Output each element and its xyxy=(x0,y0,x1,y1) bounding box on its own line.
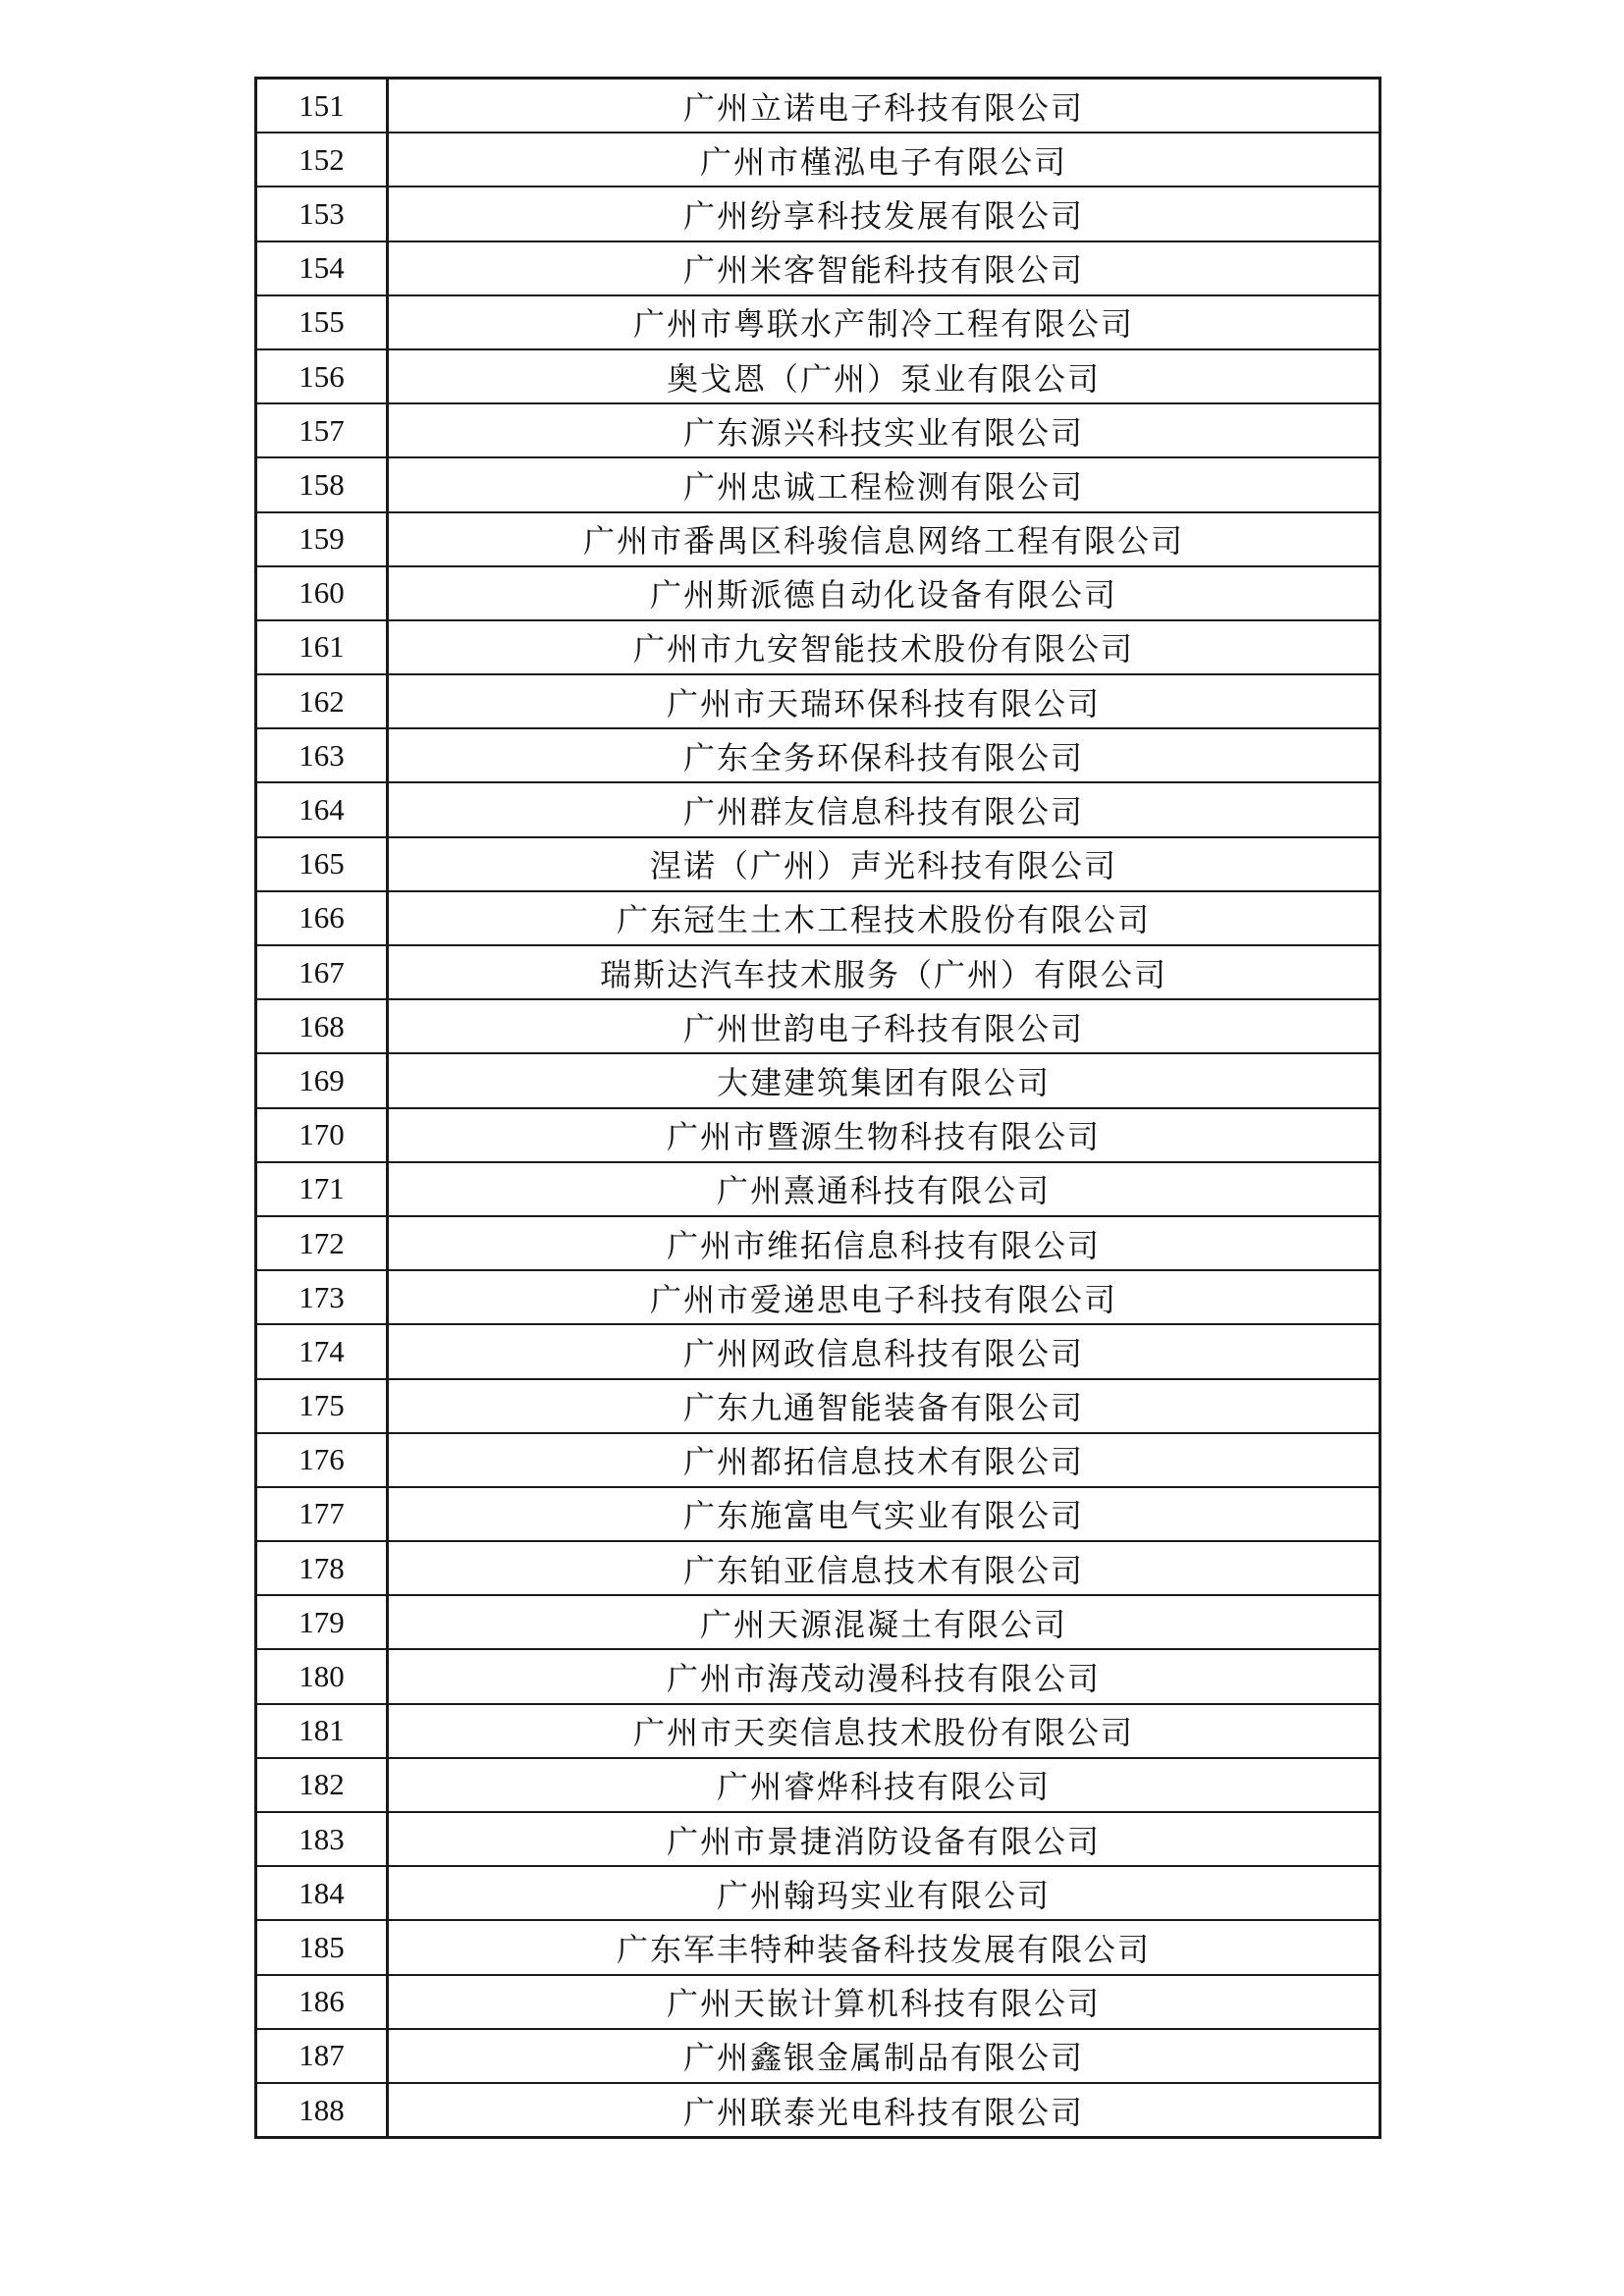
row-number-cell: 176 xyxy=(256,1433,388,1487)
company-name-cell: 广州市维拓信息科技有限公司 xyxy=(388,1216,1380,1270)
row-number-cell: 165 xyxy=(256,837,388,891)
row-number-cell: 163 xyxy=(256,728,388,782)
row-number-cell: 180 xyxy=(256,1649,388,1703)
company-name-cell: 广州世韵电子科技有限公司 xyxy=(388,999,1380,1053)
row-number-cell: 181 xyxy=(256,1704,388,1758)
table-row xyxy=(256,674,1380,728)
company-name-cell: 广州市爱递思电子科技有限公司 xyxy=(388,1270,1380,1324)
table-row xyxy=(256,728,1380,782)
table-body xyxy=(256,79,1380,2138)
table-row xyxy=(256,79,1380,133)
row-number-cell: 185 xyxy=(256,1920,388,1974)
row-number-cell: 169 xyxy=(256,1053,388,1107)
company-name-cell: 广州米客智能科技有限公司 xyxy=(388,241,1380,295)
row-number-cell: 155 xyxy=(256,295,388,349)
company-name-cell: 广州鑫银金属制品有限公司 xyxy=(388,2029,1380,2083)
table-row xyxy=(256,999,1380,1053)
row-number-cell: 157 xyxy=(256,403,388,457)
company-name-cell: 广东九通智能装备有限公司 xyxy=(388,1379,1380,1433)
table-row xyxy=(256,133,1380,187)
row-number-cell: 156 xyxy=(256,349,388,403)
row-number-cell: 161 xyxy=(256,620,388,674)
row-number-cell: 183 xyxy=(256,1812,388,1866)
company-list-table xyxy=(254,77,1381,2139)
company-name-cell: 广州市天瑞环保科技有限公司 xyxy=(388,674,1380,728)
table-row xyxy=(256,1216,1380,1270)
row-number-cell: 172 xyxy=(256,1216,388,1270)
table-row xyxy=(256,1866,1380,1920)
table-row xyxy=(256,457,1380,511)
table-row xyxy=(256,403,1380,457)
row-number-cell: 186 xyxy=(256,1975,388,2029)
company-name-cell: 广州市天奕信息技术股份有限公司 xyxy=(388,1704,1380,1758)
company-name-cell: 奥戈恩（广州）泵业有限公司 xyxy=(388,349,1380,403)
row-number-cell: 174 xyxy=(256,1324,388,1378)
table-row xyxy=(256,1379,1380,1433)
table-row xyxy=(256,782,1380,836)
row-number-cell: 153 xyxy=(256,187,388,240)
table-row xyxy=(256,1704,1380,1758)
company-name-cell: 广东铂亚信息技术有限公司 xyxy=(388,1541,1380,1595)
company-name-cell: 广州市九安智能技术股份有限公司 xyxy=(388,620,1380,674)
company-name-cell: 广东全务环保科技有限公司 xyxy=(388,728,1380,782)
company-name-cell: 广州睿烨科技有限公司 xyxy=(388,1758,1380,1812)
company-name-cell: 广州天源混凝土有限公司 xyxy=(388,1595,1380,1649)
table-row xyxy=(256,512,1380,566)
company-name-cell: 广州忠诚工程检测有限公司 xyxy=(388,457,1380,511)
table-row xyxy=(256,295,1380,349)
company-name-cell: 广州市景捷消防设备有限公司 xyxy=(388,1812,1380,1866)
table-row xyxy=(256,1433,1380,1487)
company-name-cell: 广州纷享科技发展有限公司 xyxy=(388,187,1380,240)
company-name-cell: 广州网政信息科技有限公司 xyxy=(388,1324,1380,1378)
table-row xyxy=(256,241,1380,295)
table-row xyxy=(256,945,1380,999)
row-number-cell: 184 xyxy=(256,1866,388,1920)
table-row xyxy=(256,1324,1380,1378)
company-name-cell: 广东施富电气实业有限公司 xyxy=(388,1487,1380,1541)
table-row xyxy=(256,1595,1380,1649)
table-row xyxy=(256,2083,1380,2138)
row-number-cell: 159 xyxy=(256,512,388,566)
table-row xyxy=(256,891,1380,945)
company-name-cell: 广州市番禺区科骏信息网络工程有限公司 xyxy=(388,512,1380,566)
company-name-cell: 广州市海茂动漫科技有限公司 xyxy=(388,1649,1380,1703)
row-number-cell: 173 xyxy=(256,1270,388,1324)
company-name-cell: 广东冠生土木工程技术股份有限公司 xyxy=(388,891,1380,945)
table-row xyxy=(256,1053,1380,1107)
table-row xyxy=(256,1975,1380,2029)
company-name-cell: 广州联泰光电科技有限公司 xyxy=(388,2083,1380,2138)
row-number-cell: 178 xyxy=(256,1541,388,1595)
company-name-cell: 涅诺（广州）声光科技有限公司 xyxy=(388,837,1380,891)
table-row xyxy=(256,1487,1380,1541)
row-number-cell: 164 xyxy=(256,782,388,836)
company-name-cell: 广东军丰特种装备科技发展有限公司 xyxy=(388,1920,1380,1974)
company-name-cell: 广州都拓信息技术有限公司 xyxy=(388,1433,1380,1487)
table-row xyxy=(256,620,1380,674)
row-number-cell: 188 xyxy=(256,2083,388,2138)
table-row xyxy=(256,1812,1380,1866)
row-number-cell: 187 xyxy=(256,2029,388,2083)
row-number-cell: 175 xyxy=(256,1379,388,1433)
company-name-cell: 大建建筑集团有限公司 xyxy=(388,1053,1380,1107)
table-row xyxy=(256,1108,1380,1162)
table-row xyxy=(256,1162,1380,1216)
company-name-cell: 广州熹通科技有限公司 xyxy=(388,1162,1380,1216)
row-number-cell: 171 xyxy=(256,1162,388,1216)
table-row xyxy=(256,1920,1380,1974)
company-name-cell: 广州市槿泓电子有限公司 xyxy=(388,133,1380,187)
row-number-cell: 152 xyxy=(256,133,388,187)
company-name-cell: 广州市粤联水产制冷工程有限公司 xyxy=(388,295,1380,349)
row-number-cell: 162 xyxy=(256,674,388,728)
row-number-cell: 160 xyxy=(256,566,388,620)
table-row xyxy=(256,1758,1380,1812)
row-number-cell: 154 xyxy=(256,241,388,295)
table-row xyxy=(256,837,1380,891)
table-row xyxy=(256,2029,1380,2083)
row-number-cell: 170 xyxy=(256,1108,388,1162)
table-row xyxy=(256,1270,1380,1324)
table-row xyxy=(256,1649,1380,1703)
table-row xyxy=(256,349,1380,403)
company-name-cell: 广东源兴科技实业有限公司 xyxy=(388,403,1380,457)
company-name-cell: 广州群友信息科技有限公司 xyxy=(388,782,1380,836)
row-number-cell: 182 xyxy=(256,1758,388,1812)
company-name-cell: 瑞斯达汽车技术服务（广州）有限公司 xyxy=(388,945,1380,999)
table-row xyxy=(256,566,1380,620)
company-name-cell: 广州天嵌计算机科技有限公司 xyxy=(388,1975,1380,2029)
row-number-cell: 167 xyxy=(256,945,388,999)
company-name-cell: 广州翰玛实业有限公司 xyxy=(388,1866,1380,1920)
company-name-cell: 广州立诺电子科技有限公司 xyxy=(388,79,1380,133)
row-number-cell: 177 xyxy=(256,1487,388,1541)
row-number-cell: 168 xyxy=(256,999,388,1053)
company-name-cell: 广州斯派德自动化设备有限公司 xyxy=(388,566,1380,620)
row-number-cell: 166 xyxy=(256,891,388,945)
row-number-cell: 179 xyxy=(256,1595,388,1649)
company-name-cell: 广州市暨源生物科技有限公司 xyxy=(388,1108,1380,1162)
row-number-cell: 158 xyxy=(256,457,388,511)
table-row xyxy=(256,1541,1380,1595)
row-number-cell: 151 xyxy=(256,79,388,133)
table-row xyxy=(256,187,1380,240)
